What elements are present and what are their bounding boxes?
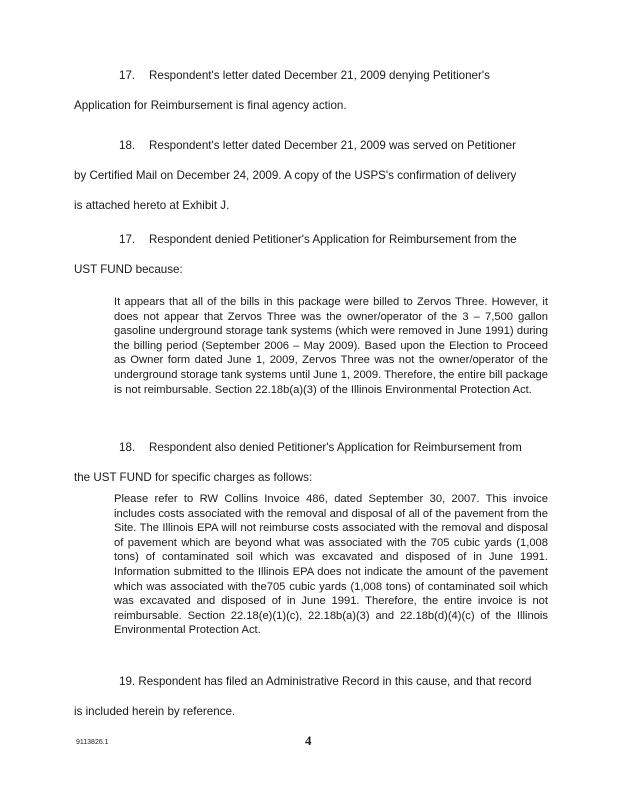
paragraph-text: Respondent denied Petitioner's Application for Reimbursement from the xyxy=(149,233,517,246)
paragraph-line xyxy=(74,61,548,91)
paragraph-17-denial xyxy=(74,225,548,285)
paragraph-text: Respondent's letter dated December 21, 2009 denying Petitioner's xyxy=(149,69,490,82)
paragraph-line: UST FUND because: xyxy=(74,263,183,276)
footer-page-number: 4 xyxy=(305,733,312,748)
paragraph-number: 18. xyxy=(119,139,136,152)
paragraph-18-service xyxy=(74,131,548,221)
paragraph-text: Respondent also denied Petitioner's Application for Reimbursement from xyxy=(149,441,522,454)
paragraph-line: by Certified Mail on December 24, 2009. A copy of the USPS's confirmation of delivery xyxy=(74,169,517,182)
paragraph-line: the UST FUND for specific charges as follows: xyxy=(74,471,313,484)
paragraph-17-final-agency-action xyxy=(74,61,548,121)
paragraph-line: is attached hereto at Exhibit J. xyxy=(74,199,230,212)
paragraph-number: 17. xyxy=(119,69,136,82)
block-quote-pavement: Please refer to RW Collins Invoice 486, dated September 30, 2007. This invoice includes costs associated with the removal and disposal of all of the pavement from the Site. The Illinois EPA will not reimburse costs associated with the removal and disposal of pavement which are beyond what was associated with the 705 cubic yards (1,008 tons) of contaminated soil which was excavated and disposed of in June 1991. Information submitted to the Illinois EPA does not indicate the amount of the pavement which was associated with the705 cubic yards (1,008 tons) of contaminated soil which was excavated and disposed of in June 1991. Therefore, the entire invoice is not reimbursable. Section 22.18(e)(1)(c), 22.18b(a)(3) and 22.18b(d)(4)(c) of the Illinois Environmental Protection Act. xyxy=(114,493,548,637)
paragraph-line xyxy=(74,433,548,463)
paragraph-19-administrative-record xyxy=(74,667,548,727)
paragraph-line xyxy=(74,225,548,255)
paragraph-number: 18. xyxy=(119,441,136,454)
paragraph-line xyxy=(74,131,548,161)
paragraph-line: 19. Respondent has filed an Administrative Record in this cause, and that record xyxy=(119,675,532,688)
paragraph-line: is included herein by reference. xyxy=(74,705,236,718)
paragraph-line: Application for Reimbursement is final agency action. xyxy=(74,99,347,112)
footer-document-id: 9113826.1 xyxy=(76,739,109,746)
paragraph-number: 17. xyxy=(119,233,136,246)
paragraph-text: Respondent's letter dated December 21, 2009 was served on Petitioner xyxy=(149,139,516,152)
block-quote-ownership: It appears that all of the bills in this package were billed to Zervos Three. However, it does not appear that Zervos Three was the owner/operator of the 3 – 7,500 gallon gasoline underground storage tank systems (which were removed in June 1991) during the billing period (September 2006 – May 2009). Based upon the Election to Proceed as Owner form dated June 1, 2009, Zervos Three was not the owner/operator of the underground storage tank systems until June 1, 2009. Therefore, the entire bill package is not reimbursable. Section 22.18b(a)(3) of the Illinois Environmental Protection Act. xyxy=(114,296,548,396)
paragraph-18-specific-charges xyxy=(74,433,548,493)
